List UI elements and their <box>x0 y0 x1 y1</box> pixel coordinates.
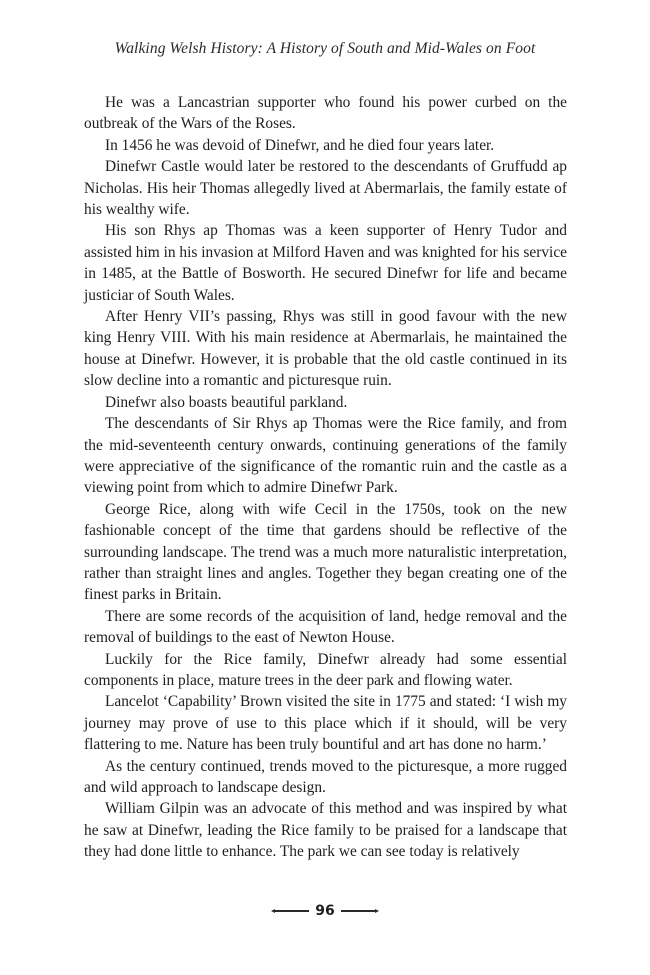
paragraph: The descendants of Sir Rhys ap Thomas were the Rice family, and from the mid-seventeenth century onwards, continuing generations of the family were appreciative of the significance of the romantic ruin and the castle as a viewing point from which to admire Dinefwr Park. <box>84 415 567 497</box>
running-head: Walking Welsh History: A History of South and Mid-Wales on Foot <box>114 40 536 57</box>
paragraph: Dinefwr also boasts beautiful parkland. <box>105 393 348 411</box>
paragraph: Lancelot ‘Capability’ Brown visited the site in 1775 and stated: ‘I wish my journey may prove of use to this place which if it should, will be very flattering to me. Nature has been truly bountiful and art has done no harm.’ <box>84 693 567 754</box>
paragraph: Luckily for the Rice family, Dinefwr already had some essential components in place, mature trees in the deer park and flowing water. <box>84 650 567 689</box>
paragraph: His son Rhys ap Thomas was a keen supporter of Henry Tudor and assisted him in his invasion at Milford Haven and was knighted for his service in 1485, at the Battle of Bosworth. He secured Dinefwr for life and became justiciar of South Wales. <box>84 222 567 304</box>
paragraph: As the century continued, trends moved to the picturesque, a more rugged and wild approach to landscape design. <box>84 757 567 796</box>
page-folio <box>0 903 650 919</box>
paragraph: He was a Lancastrian supporter who found his power curbed on the outbreak of the Wars of the Roses. <box>84 94 567 133</box>
paragraph: George Rice, along with wife Cecil in the 1750s, took on the new fashionable concept of the time that gardens should be reflective of the surrounding landscape. The trend was a much more naturalistic interpretation, rather than straight lines and angles. Together they began creating one of the finest parks in Britain. <box>84 500 567 604</box>
paragraph: After Henry VII’s passing, Rhys was still in good favour with the new king Henry VIII. With his main residence at Abermarlais, he maintained the house at Dinefwr. However, it is probable that the old castle continued in its slow decline into a romantic and picturesque ruin. <box>84 308 567 390</box>
paragraph: In 1456 he was devoid of Dinefwr, and he died four years later. <box>105 136 495 154</box>
paragraph: William Gilpin was an advocate of this method and was inspired by what he saw at Dinefwr, leading the Rice family to be praised for a landscape that they had done little to enhance. The park we can see today is relatively <box>84 800 567 861</box>
folio-rule-left <box>275 910 309 912</box>
paragraph: There are some records of the acquisition of land, hedge removal and the removal of buildings to the east of Newton House. <box>84 607 567 647</box>
page-number: 96 <box>315 903 335 919</box>
body-text <box>84 92 567 863</box>
folio-rule-right <box>341 910 375 912</box>
paragraph: Dinefwr Castle would later be restored to the descendants of Gruffudd ap Nicholas. His heir Thomas allegedly lived at Abermarlais, the family estate of his wealthy wife. <box>84 158 567 219</box>
